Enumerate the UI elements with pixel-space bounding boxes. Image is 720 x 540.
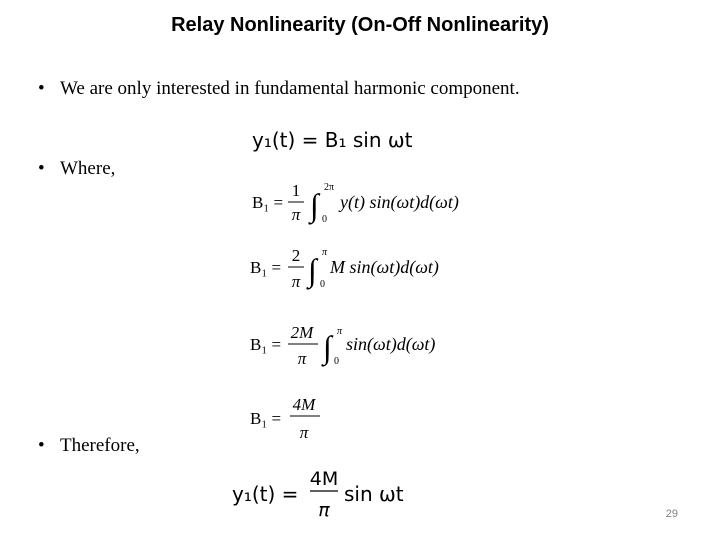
- equation-text: y₁(t) = B₁ sin ωt: [252, 128, 413, 152]
- equation-lhs: B₁ =: [250, 409, 282, 428]
- fraction-denominator: π: [291, 205, 301, 224]
- equation-b1-result: [250, 394, 340, 444]
- fraction-numerator: 4M: [292, 395, 316, 414]
- fraction-numerator: 4M: [309, 468, 339, 490]
- equation-y1-definition: [252, 128, 412, 152]
- integral-lower-limit: 0: [322, 214, 327, 225]
- equation-lhs: B₁ =: [250, 335, 282, 354]
- equation-svg: [250, 243, 480, 293]
- integrand: sin(ωt)d(ωt): [346, 334, 436, 354]
- equation-b1-integral-2m: [250, 320, 480, 370]
- fraction-denominator: π: [318, 499, 330, 521]
- integral-sign: ∫: [310, 187, 319, 223]
- bullet-dot: •: [38, 78, 45, 99]
- slide-title: Relay Nonlinearity (On-Off Nonlinearity): [171, 14, 549, 36]
- equation-svg: [250, 394, 340, 444]
- integral-sign: ∫: [323, 329, 332, 365]
- fraction-denominator: π: [299, 423, 309, 442]
- integral-sign: ∫: [308, 252, 317, 288]
- bullet-where: [38, 158, 115, 180]
- integrand: y(t) sin(ωt)d(ωt): [340, 192, 459, 212]
- equation-y1-result: [232, 466, 422, 522]
- bullet-dot: •: [38, 435, 45, 456]
- equation-svg: [252, 178, 502, 228]
- integral-upper-limit: π: [322, 247, 328, 258]
- fraction-denominator: π: [291, 272, 301, 291]
- equation-svg: [232, 466, 422, 522]
- integrand: M sin(ωt)d(ωt): [330, 257, 439, 277]
- bullet-text: Where,: [60, 158, 116, 179]
- equation-lhs: y₁(t) =: [232, 482, 299, 506]
- equation-rhs: sin ωt: [344, 482, 404, 506]
- integral-lower-limit: 0: [320, 279, 325, 290]
- integral-upper-limit: 2π: [324, 182, 335, 193]
- fraction-denominator: π: [297, 349, 307, 368]
- equation-b1-integral-m: [250, 243, 480, 293]
- equation-lhs: B₁ =: [250, 258, 282, 277]
- bullet-text: Therefore,: [60, 435, 140, 456]
- page-number: 29: [665, 508, 678, 520]
- fraction-numerator: 1: [291, 181, 301, 200]
- equation-lhs: B₁ =: [252, 193, 284, 212]
- bullet-dot: •: [38, 158, 45, 179]
- integral-upper-limit: π: [337, 326, 343, 337]
- equation-b1-integral-general: [252, 178, 502, 228]
- bullet-fundamental-harmonic: [38, 78, 520, 100]
- integral-lower-limit: 0: [334, 356, 339, 367]
- fraction-numerator: 2: [291, 246, 301, 265]
- fraction-numerator: 2M: [290, 323, 314, 342]
- equation-svg: [250, 320, 480, 370]
- bullet-therefore: [38, 435, 140, 457]
- bullet-text: We are only interested in fundamental harmonic component.: [60, 78, 520, 99]
